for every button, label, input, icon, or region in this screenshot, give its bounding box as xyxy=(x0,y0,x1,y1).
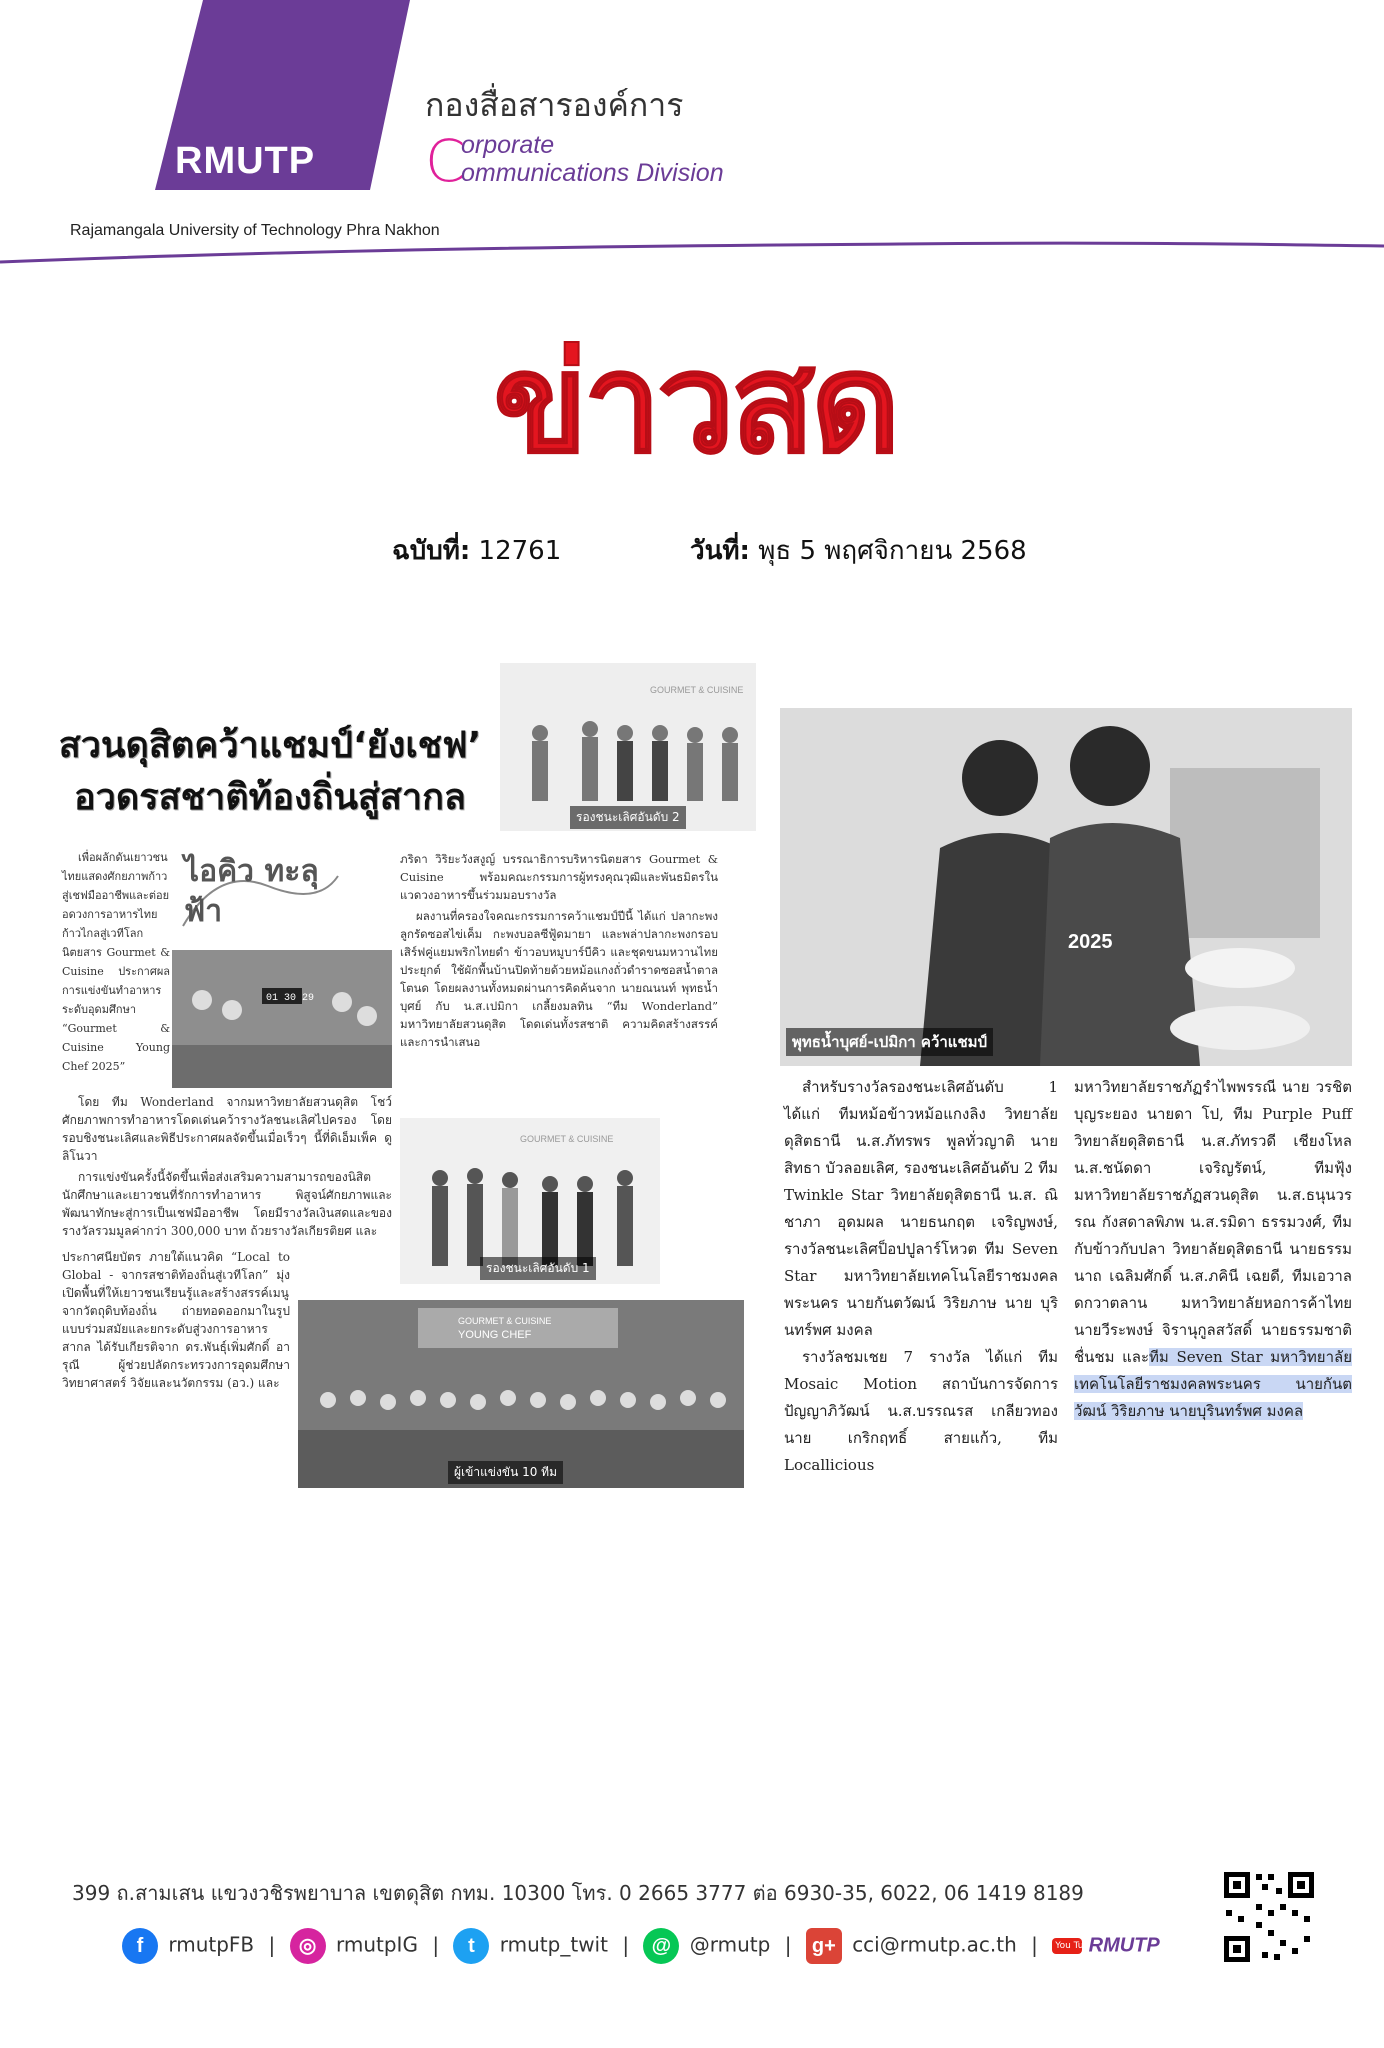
newspaper-title: ข่าวสด xyxy=(493,323,897,484)
email-address[interactable]: cci@rmutp.ac.th xyxy=(852,1932,1017,1957)
instagram-handle[interactable]: rmutpIG xyxy=(335,1932,418,1957)
facebook-handle[interactable]: rmutpFB xyxy=(168,1932,255,1957)
photo-ten-teams-image xyxy=(298,1300,744,1488)
cc-line-1: orporate xyxy=(461,131,555,159)
article-column-1b xyxy=(62,1093,392,1243)
separator: | xyxy=(268,1932,276,1957)
separator: | xyxy=(432,1932,440,1957)
article-col5-paragraph xyxy=(1074,1074,1352,1425)
line-icon[interactable]: @ xyxy=(643,1928,679,1964)
article-column-3 xyxy=(400,850,718,1054)
footer-address: 399 ถ.สามเสน แขวงวชิรพยาบาล เขตดุสิต กทม. 10300 โทร. 0 2665 3777 ต่อ 6930-35, 6022, 06 1419 8189 xyxy=(72,1881,1084,1905)
twitter-icon[interactable]: t xyxy=(453,1928,489,1964)
social-links-row xyxy=(122,1928,1160,1964)
qr-code xyxy=(1222,1870,1316,1964)
university-name: Rajamangala University of Technology Phra Nakhon xyxy=(70,222,440,239)
separator: | xyxy=(1031,1932,1038,1957)
newspaper-masthead xyxy=(428,300,962,512)
caption-ten-teams: ผู้เข้าแข่งขัน 10 ทีม xyxy=(448,1461,563,1484)
photo-champions-image xyxy=(780,708,1352,1066)
article-headline xyxy=(40,720,500,824)
article-col5-text: มหาวิทยาลัยราชภัฏรำไพพรรณี นาย วรชิต บุญระยอง นายดา โป, ทีม Purple Puff วิทยาลัยดุสิตธานี น.ส.ภัทรวดี เชียงโหล น.ส.ชนัดดา เจริญรัตน์, ทีมฟุ้ง มหาวิทยาลัยราชภัฏสวนดุสิต น.ส.ธนุนวรรณ กังสดาลพิภพ น.ส.รมิดา ธรรมวงศ์, ทีมกับข้าวกับปลา วิทยาลัยดุสิตธานี นายธรรมนาถ เฉลิมศักดิ์ น.ส.ภคินี เฉยดี, ทีมเอวาลดกวาตลาน มหาวิทยาลัยหอการค้าไทย นายวีระพงษ์ จิรานุกูลสวัสดิ์ นายธรรมชาติ ชื่นชม และ xyxy=(1074,1078,1352,1366)
date-info xyxy=(690,530,1027,571)
instagram-icon[interactable]: ◎ xyxy=(290,1928,326,1964)
photo-cooking-image xyxy=(172,950,392,1088)
cc-letter: C xyxy=(425,127,466,195)
twitter-handle[interactable]: rmutp_twit xyxy=(499,1932,608,1957)
article-column-4 xyxy=(784,1074,1058,1479)
column-tag-text: ไอคิว ทะลุฟ้า xyxy=(184,854,319,929)
qr-code-image xyxy=(1222,1870,1316,1964)
date-label: วันที่: xyxy=(690,536,750,566)
article-col2-paragraph-1: ประกาศนียบัตร ภายใต้แนวคิด “Local to Global - จากรสชาติท้องถิ่นสู่เวทีโลก” มุ่งเปิดพื้นที่ให้เยาวชนเรียนรู้และสร้างสรรค์เมนูจากวัตถุดิบท้องถิ่น ถ่ายทอดออกมาในรูปแบบร่วมสมัยและยกระดับสู่วงการอาหารสากล ได้รับเกียรติจาก ดร.พันธุ์เพิ่มศักดิ์ อารุณี ผู้ช่วยปลัดกระทรวงการอุดมศึกษา วิทยาศาสตร์ วิจัยและนวัตกรรม (อว.) และ xyxy=(62,1250,290,1390)
article-column-1a xyxy=(62,848,170,1079)
caption-champions: พุทธน้ำบุศย์-เปมิกา คว้าแชมป์ xyxy=(786,1028,993,1056)
date-value: พุธ 5 พฤศจิกายน 2568 xyxy=(758,536,1027,566)
article-col1-paragraph-3: การแข่งขันครั้งนี้จัดขึ้นเพื่อส่งเสริมความสามารถของนิสิตนักศึกษาและเยาวชนที่รักการทำอาหาร พิสูจน์ศักยภาพและพัฒนาทักษะสู่การเป็นเชฟมืออาชีพ โดยมีรางวัลเงินสดและของรางวัลรวมมูลค่ากว่า 300,000 บาท ถ้วยรางวัลเกียรติยศ และ xyxy=(62,1170,392,1238)
article-col4-paragraph-2: รางวัลชมเชย 7 รางวัล ได้แก่ ทีม Mosaic Motion สถาบันการจัดการปัญญาภิวัฒน์ น.ส.บรรณรส เกลียวทอง นาย เกริกฤทธิ์ สายแก้ว, ทีม Locallicious xyxy=(784,1348,1058,1474)
department-thai-title: กองสื่อสารองค์การ xyxy=(425,86,684,124)
photo-bottom-brand-1: GOURMET & CUISINE xyxy=(458,1316,552,1326)
headline-line-1: สวนดุสิตคว้าแชมป์‘ยังเชฟ’ xyxy=(58,725,482,766)
article-column-2 xyxy=(62,1248,290,1395)
article-col1-paragraph-2: โดย ทีม Wonderland จากมหาวิทยาลัยสวนดุสิต โชว์ศักยภาพการทำอาหารโดดเด่นคว้ารางวัลชนะเลิศไปครอง โดยรอบชิงชนะเลิศและพิธีประกาศผลจัดขึ้นเมื่อเร็วๆ นี้ที่ดิเอ็มเพ็ค ดูลิโนวา xyxy=(62,1095,392,1163)
separator: | xyxy=(784,1932,792,1957)
issue-label: ฉบับที่: xyxy=(392,536,471,566)
photo-champions xyxy=(780,708,1352,1066)
headline-line-2: อวดรสชาติท้องถิ่นสู่สากล xyxy=(74,777,466,818)
photo-runner-up-1 xyxy=(400,1118,660,1284)
facebook-icon[interactable]: f xyxy=(122,1928,158,1964)
youtube-icon[interactable]: You Tube xyxy=(1052,1938,1082,1954)
article-col5-highlight: ทีม Seven Star มหาวิทยาลัยเทคโนโลยีราชมงคลพระนคร นายกันตวัฒน์ วิริยภาษ นายบุรินทร์พศ มงคล xyxy=(1074,1348,1352,1420)
caption-runner-up-2: รองชนะเลิศอันดับ 2 xyxy=(570,806,686,829)
article-col3-paragraph-1: ภริดา วิริยะวังสงูญ์ บรรณาธิการบริหารนิตยสาร Gourmet & Cuisine พร้อมคณะกรรมการผู้ทรงคุณวุฒิและพันธมิตรในแวดวงอาหารขึ้นร่วมมอบรางวัล xyxy=(400,852,718,902)
photo-cooking-competition xyxy=(172,950,392,1088)
photo-main-year: 2025 xyxy=(1068,931,1113,953)
article-column-5 xyxy=(1074,1074,1352,1425)
separator: | xyxy=(622,1932,630,1957)
caption-runner-up-1: รองชนะเลิศอันดับ 1 xyxy=(480,1257,596,1280)
photo-ten-teams xyxy=(298,1300,744,1488)
issue-info xyxy=(392,530,561,571)
line-handle[interactable]: @rmutp xyxy=(689,1932,771,1957)
cc-line-2: ommunications Division xyxy=(461,159,724,187)
photo-timer: 01 30 29 xyxy=(266,993,315,1004)
issue-number: 12761 xyxy=(478,536,562,566)
article-col1-paragraph-1: เพื่อผลักดันเยาวชนไทยแสดงศักยภาพก้าวสู่เชฟมืออาชีพและต่อยอดวงการอาหารไทยก้าวไกลสู่เวทีโลก นิตยสาร Gourmet & Cuisine ประกาศผลการแข่งขันทำอาหารระดับอุดมศึกษา “Gourmet & Cuisine Young Chef 2025” xyxy=(62,851,170,1073)
article-col3-paragraph-2: ผลงานที่ครองใจคณะกรรมการคว้าแชมป์ปีนี้ ได้แก่ ปลากะพงลูกรัดซอสไข่เค็ม กะพงบอลซีฟู้ดมายา และพล่าปลากะพงกรอบ เสิร์ฟคู่แยมพริกไทยดำ ข้าวอบหมูบาร์บีคิว และชุดขนมหวานไทยประยุกต์ ใช้ผักพื้นบ้านปิดท้ายด้วยหม้อแกงถั่วดำราดซอสน้ำตาลโตนด โดยผลงานทั้งหมดผ่านการคิดค้นจาก นายณนนท์ พุทธน้ำบุศย์ กับ น.ส.เปมิกา เกลี้ยงมลทิน “ทีม Wonderland” มหาวิทยาลัยสวนดุสิต โดดเด่นทั้งรสชาติ ความคิดสร้างสรรค์และการนำเสนอ xyxy=(400,909,718,1049)
photo-mid-brand: GOURMET & CUISINE xyxy=(520,1134,614,1144)
header-divider-swoosh xyxy=(0,232,1384,272)
youtube-channel[interactable]: RMUTP xyxy=(1088,1934,1160,1957)
photo-runner-up-2 xyxy=(500,663,756,831)
column-tag-graphic xyxy=(178,846,343,941)
svg-text:GOURMET & CUISINE: GOURMET & CUISINE xyxy=(650,685,744,695)
google-plus-icon[interactable]: g+ xyxy=(806,1928,842,1964)
photo-bottom-brand-2: YOUNG CHEF xyxy=(458,1329,532,1341)
rmutp-logo-text: RMUTP xyxy=(175,140,316,182)
article-col4-paragraph-1: สำหรับรางวัลรองชนะเลิศอันดับ 1 ได้แก่ ทีมหม้อข้าวหม้อแกงลิง วิทยาลัยดุสิตธานี น.ส.ภัทรพร พูลทั่วญาติ นาย สิทธา บัวลอยเลิศ, รองชนะเลิศอันดับ 2 ทีม Twinkle Star วิทยาลัยดุสิตธานี น.ส. ณิชาภา อุดมผล นายธนกฤต เจริญพงษ์, รางวัลชนะเลิศป็อปปูลาร์โหวต ทีม Seven Star มหาวิทยาลัยเทคโนโลยีราชมงคล พระนคร นายกันตวัฒน์ วิริยภาษ นาย บุรินทร์พศ มงคล xyxy=(784,1078,1058,1339)
